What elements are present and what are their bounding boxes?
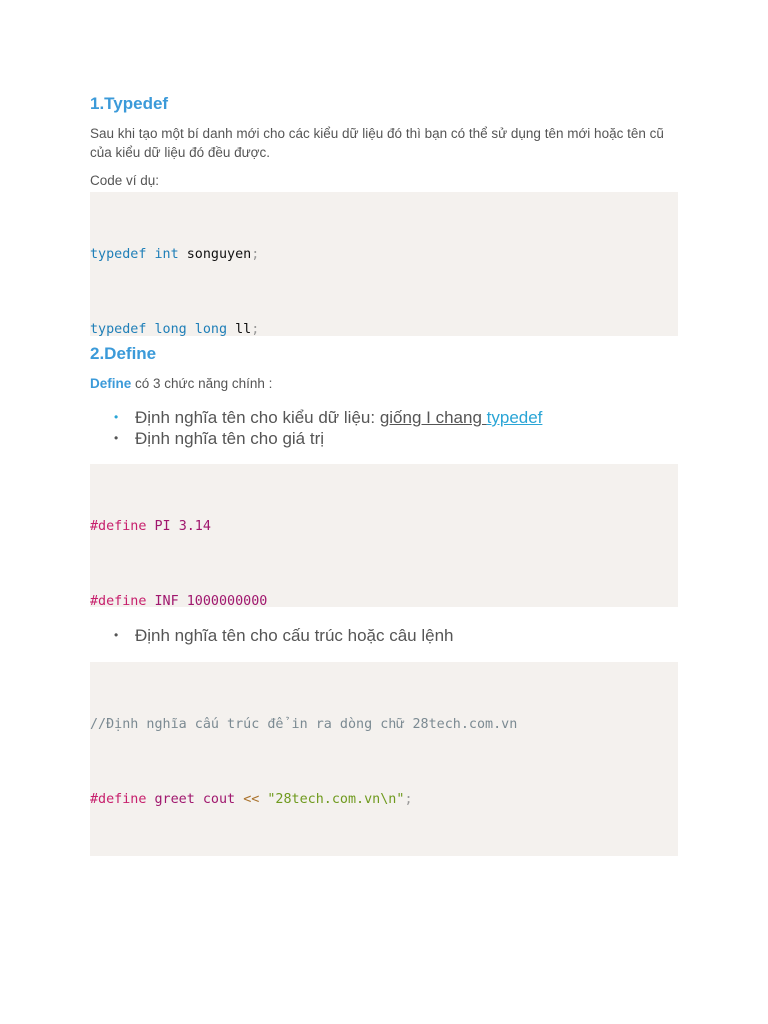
list-item: • Định nghĩa tên cho kiểu dữ liệu: giống I chang typedef [114, 408, 543, 427]
define-intro: Define có 3 chức năng chính : [90, 376, 273, 391]
document-page [90, 92, 678, 856]
underlined-text: giống I chang [379, 408, 487, 427]
section-title-define: 2.Define [90, 344, 157, 363]
list-item: • Định nghĩa tên cho cấu trúc hoặc câu lệnh [114, 626, 454, 645]
define-values-code-block [90, 464, 678, 607]
code-line: #define INF 1000000000 [90, 594, 268, 607]
code-line: typedef int songuyen; [90, 247, 260, 262]
code-line: typedef long long ll; [90, 322, 260, 336]
code-line: #define PI 3.14 [90, 519, 211, 534]
code-line: #define greet cout << "28tech.com.vn\n"; [90, 792, 413, 807]
typedef-description: Sau khi tạo một bí danh mới cho các kiểu dữ liệu đó thì bạn có thể sử dụng tên mới hoặc tên cũ của kiểu dữ liệu đó đều được. [90, 126, 664, 160]
code-example-label: Code ví dụ: [90, 173, 160, 188]
bullet-icon: • [114, 410, 119, 424]
define-functions-list [90, 407, 678, 449]
code-comment: //Định nghĩa cấu trúc để in ra dòng chữ 28tech.com.vn [90, 717, 518, 732]
typedef-code-block [90, 192, 678, 336]
list-item: • Định nghĩa tên cho giá trị [114, 429, 325, 448]
typedef-link[interactable]: typedef [486, 408, 543, 427]
bullet-icon: • [114, 628, 119, 642]
define-macros-code-block [90, 662, 678, 856]
define-structures-list [90, 625, 678, 646]
section-title-typedef: 1.Typedef [90, 94, 169, 113]
bullet-icon: • [114, 431, 119, 445]
